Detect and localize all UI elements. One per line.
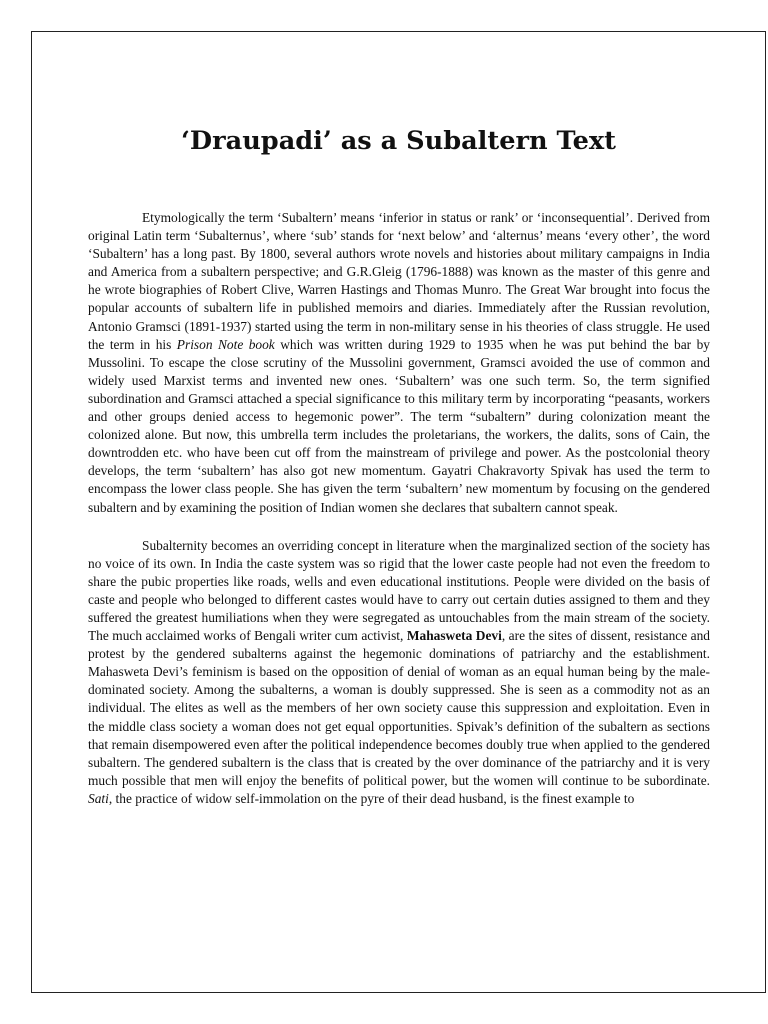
body-text <box>88 209 710 808</box>
sati-term: Sati <box>88 790 109 806</box>
paragraph-1-text-b: which was written during 1929 to 1935 when he was put behind the bar by Mussolini. To escape the close scrutiny of the Mussolini government, Gramsci avoided the use of common and widely used Marxist terms and invented new ones. ‘Subaltern’ was one such term. So, the term signified subordination and Gramsci attached a special significance to this military term by incorporating “peasants, workers and other groups denied access to hegemonic power”. The term “subaltern” during colonization meant the colonized alone. But now, this umbrella term includes the proletarians, the workers, the dalits, sons of Cain, the downtrodden etc. who have been cut off from the mainstream of privilege and power. As the postcolonial theory develops, the term ‘subaltern’ has also got new momentum. Gayatri Chakravorty Spivak has used the term to encompass the lower class people. She has given the term ‘subaltern’ new momentum by focusing on the gendered subaltern and by examining the position of Indian women she declares that subaltern cannot speak. <box>88 336 710 515</box>
prison-note-book-title: Prison Note book <box>176 336 275 352</box>
page-title: ‘Draupadi’ as a Subaltern Text <box>181 126 616 156</box>
paragraph-2-text-c: , the practice of widow self-immolation on the pyre of their dead husband, is the finest example to <box>108 790 635 806</box>
paragraph-1-text-a: Etymologically the term ‘Subaltern’ means ‘inferior in status or rank’ or ‘inconsequential’. Derived from original Latin term ‘Subalternus’, where ‘sub’ stands for ‘next below’ and ‘alternus’ means ‘every other’, the word ‘Subaltern’ has a long past. By 1800, several authors wrote novels and histories about military campaigns in India and America from a subaltern perspective; and G.R.Gleig (1796-1888) was known as the master of this genre and he wrote biographies of Robert Clive, Warren Hastings and Thomas Munro. The Great War brought into focus the popular accounts of subaltern life in published memoirs and diaries. Immediately after the Russian revolution, Antonio Gramsci (1891-1937) started using the term in non-military sense in his theories of class struggle. He used the term in his <box>88 210 710 352</box>
paragraph-subalternity <box>88 537 710 808</box>
paragraph-2-text-b: , are the sites of dissent, resistance and protest by the gendered subalterns against the hegemonic dominations of patriarchy and the establishment. Mahasweta Devi’s feminism is based on the opposition of denial of woman as an equal human being by the male-dominated society. Among the subalterns, a woman is doubly suppressed. She is seen as a commodity not as an individual. The elites as well as the members of her own society cause this suppression and exploitation. Even in the middle class society a woman does not get equal opportunities. Spivak’s definition of the subaltern as sections that remain disempowered even after the political independence becomes doubly true when applied to the gendered subaltern. The gendered subaltern is the class that is created by the over dominance of the patriarchy and it is very much possible that men will enjoy the benefits of political power, but the women will continue to be subordinate. <box>88 628 710 788</box>
author-name-bold: Mahasweta Devi <box>406 628 502 644</box>
paragraph-etymology <box>88 209 710 517</box>
paragraph-2-text-a: Subalternity becomes an overriding concept in literature when the marginalized section of the society has no voice of its own. In India the caste system was so rigid that the lower caste people had not even the freedom to share the pubic properties like roads, wells and even educational institutions. People were divided on the basis of caste and people who belonged to different castes would have to carry out certain duties assigned to them and they suffered the greatest humiliations when they were segregated as untouchables from the main stream of the society. The much acclaimed works of Bengali writer cum activist, <box>88 537 710 644</box>
page-frame <box>31 31 766 993</box>
